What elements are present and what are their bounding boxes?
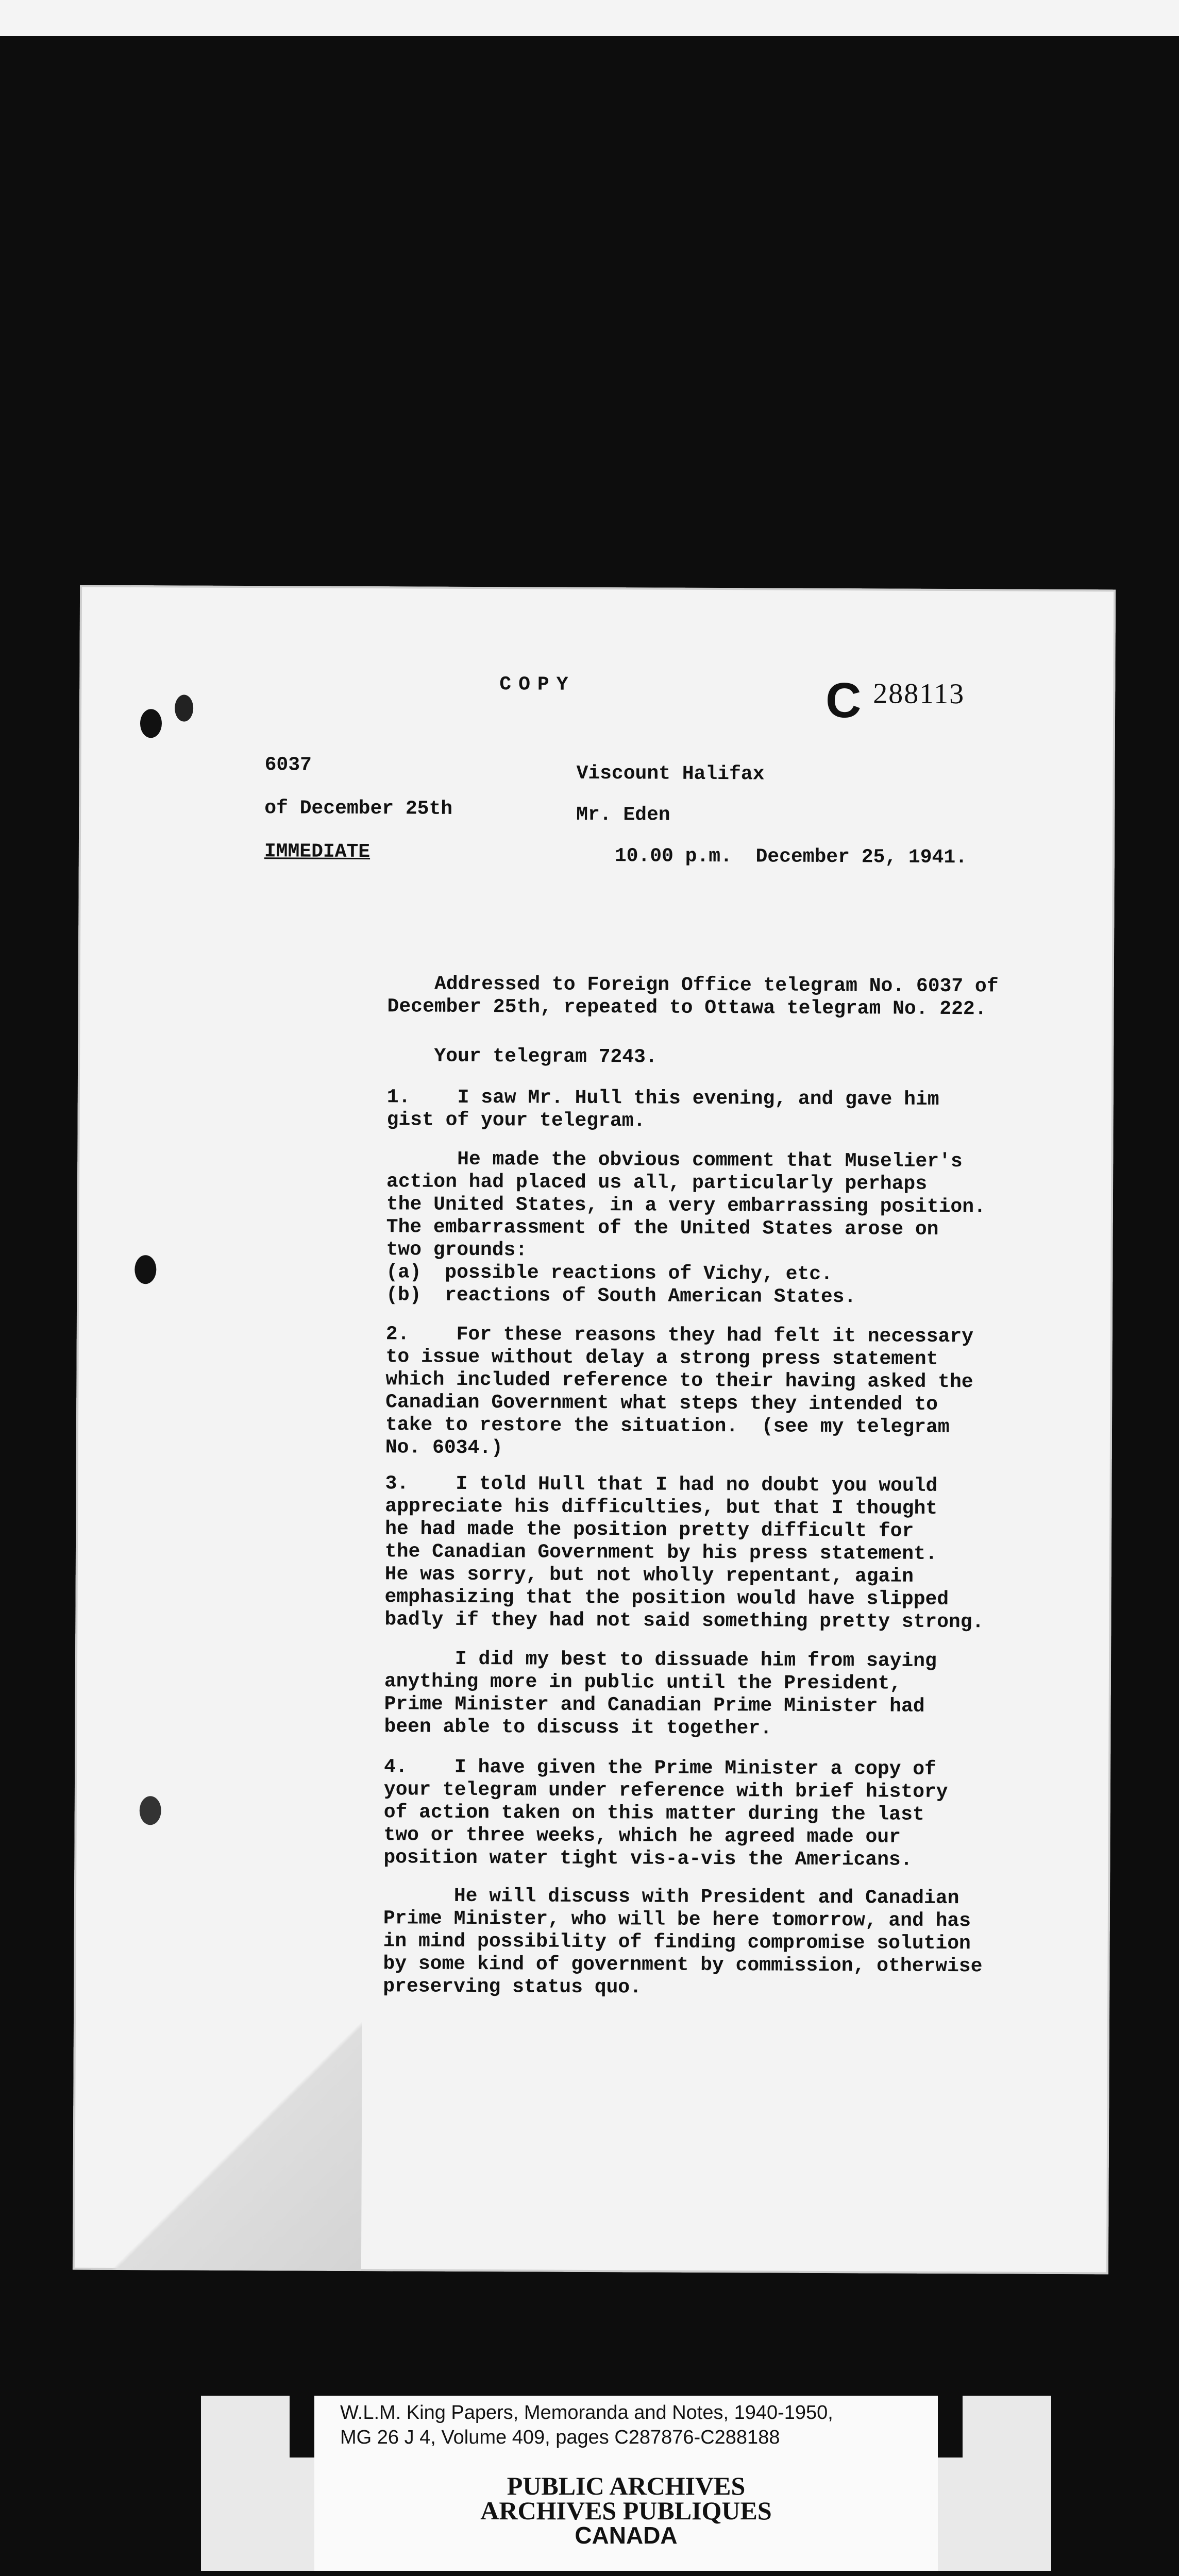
telegram-date: of December 25th	[264, 797, 453, 820]
label-tab	[290, 2396, 314, 2458]
timestamp: 10.00 p.m. December 25, 1941.	[614, 845, 968, 869]
file-number: 288113	[873, 677, 965, 710]
body-paragraph: He will discuss with President and Canadian Prime Minister, who will be here tomorrow, and has in mind possibility of finding compromise solution by some kind of government by commission, otherwise preserving status quo.	[383, 1885, 983, 1999]
copy-heading: COPY	[499, 673, 576, 696]
priority-label: IMMEDIATE	[264, 840, 370, 863]
sender: Viscount Halifax	[576, 762, 765, 786]
body-paragraph: Your telegram 7243.	[387, 1045, 658, 1069]
body-paragraph: 4. I have given the Prime Minister a copy of your telegram under reference with brief history of action taken on this matter during the last two or three weeks, which he agreed made our position water tight vis-a-vis the Americans.	[383, 1756, 948, 1871]
file-prefix: C	[825, 672, 862, 728]
punch-hole	[134, 1255, 156, 1284]
body-paragraph: 2. For these reasons they had felt it necessary to issue without delay a strong press statement which included reference to their having asked the Canadian Government what steps they intended to take to restore the situation. (see my telegram No. 6034.)	[385, 1323, 974, 1460]
archive-label-inner	[314, 2396, 938, 2571]
recipient: Mr. Eden	[576, 803, 670, 826]
volume-reference: MG 26 J 4, Volume 409, pages C287876-C288188	[340, 2427, 780, 2448]
archive-country: CANADA	[575, 2522, 678, 2549]
body-paragraph: 3. I told Hull that I had no doubt you would appreciate his difficulties, but that I thought he had made the position pretty difficult for the Canadian Government by his press statement. He was sorry, but not wholly repentant, again emphasizing that the position would have slipped badly if they had not said something pretty strong.	[384, 1472, 984, 1634]
punch-hole	[175, 694, 193, 721]
body-paragraph: I did my best to dissuade him from saying anything more in public until the President, Prime Minister and Canadian Prime Minister had been able to discuss it together.	[384, 1648, 937, 1740]
telegram-number: 6037	[264, 754, 312, 776]
body-paragraph: Addressed to Foreign Office telegram No. 6037 of December 25th, repeated to Ottawa telegram No. 222.	[387, 973, 999, 1021]
punch-hole	[140, 709, 162, 738]
punch-hole	[140, 1796, 161, 1825]
archive-label	[201, 2396, 1051, 2571]
top-border-strip	[0, 0, 1179, 36]
body-paragraph: 1. I saw Mr. Hull this evening, and gave him gist of your telegram.	[386, 1086, 939, 1132]
telegram-sheet	[73, 585, 1116, 2275]
collection-reference: W.L.M. King Papers, Memoranda and Notes, 1940-1950,	[340, 2402, 833, 2424]
body-paragraph: He made the obvious comment that Muselier's action had placed us all, particularly perhaps the United States, in a very embarrassing position. The embarrassment of the United States arose on two grounds: (a) possible reactions of Vichy, etc. (b) reactions of South American States.	[386, 1148, 986, 1309]
archive-name-fr: ARCHIVES PUBLIQUES	[480, 2496, 772, 2525]
label-tab	[938, 2396, 963, 2458]
archive-name-en: PUBLIC ARCHIVES	[507, 2471, 746, 2500]
